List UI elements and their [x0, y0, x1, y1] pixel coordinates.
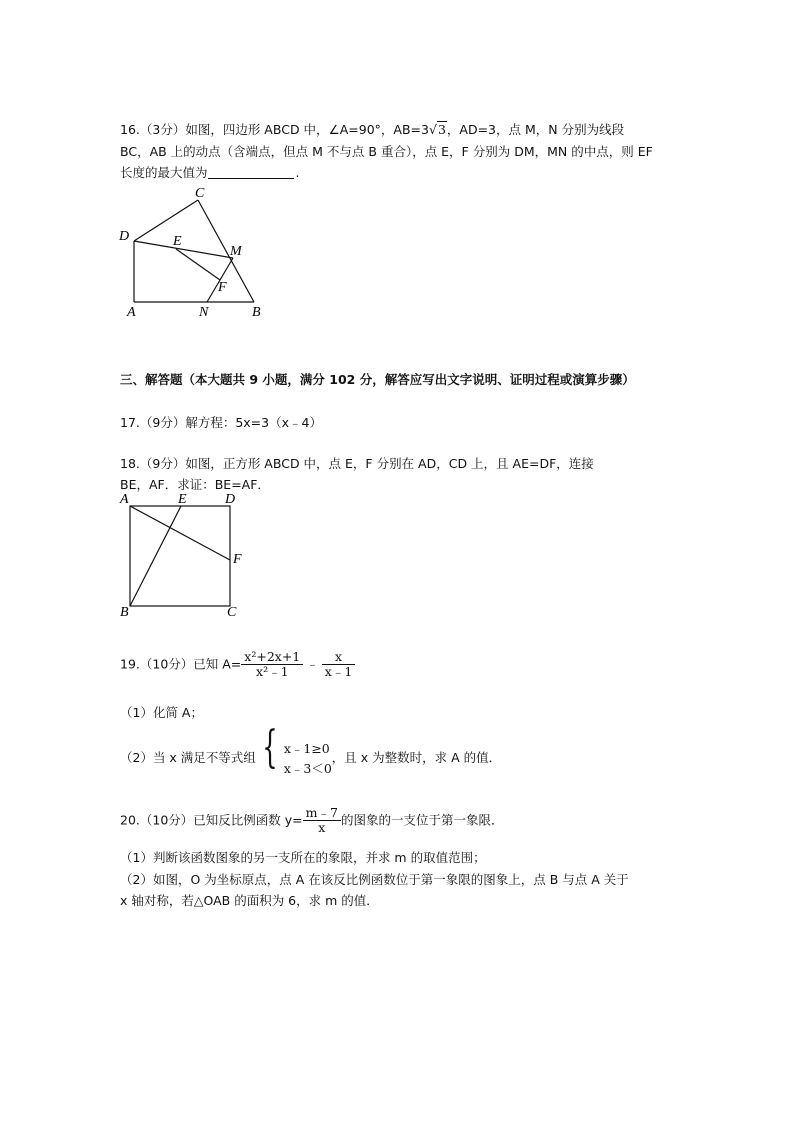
label-b: B — [252, 305, 261, 320]
segment-dm — [134, 241, 233, 258]
label-d: D — [225, 492, 236, 507]
label-c: C — [195, 186, 205, 201]
label-f: F — [218, 280, 227, 295]
q19-minus: ﹣ — [306, 656, 319, 672]
q18-line1: 18.（9分）如图，正方形 ABCD 中，点 E，F 分别在 AD，CD 上，且 AE=DF，连接 — [120, 456, 594, 471]
q19-line1 — [120, 650, 355, 680]
q19-part2-after: ，且 x 为整数时，求 A 的值． — [331, 750, 502, 765]
q20-line1 — [120, 806, 503, 836]
label-c: C — [227, 605, 237, 620]
sqrt-symbol: √3 — [428, 122, 446, 137]
q16-radicand: 3 — [437, 122, 446, 137]
q19-part2-before: （2）当 x 满足不等式组 — [120, 750, 256, 765]
q20-part1: （1）判断该函数图象的另一支所在的象限，并求 m 的取值范围； — [120, 850, 486, 865]
q20-suffix: 的图象的一支位于第一象限． — [340, 812, 504, 828]
q16-line1 — [120, 120, 624, 138]
label-a: A — [127, 305, 136, 320]
q19-frac1-den: x²﹣1 — [256, 664, 289, 680]
segment-cd — [134, 200, 198, 241]
q20-part2-line1: （2）如图，O 为坐标原点，点 A 在该反比例函数位于第一象限的图象上，点 B 与点 A 关于 — [120, 872, 629, 887]
q20-fraction — [303, 806, 341, 836]
q16-line2: BC，AB 上的动点（含端点，但点 M 不与点 B 重合），点 E，F 分别为 DM，MN 的中点，则 EF — [120, 144, 653, 159]
inequality-system — [284, 739, 332, 778]
system-brace: { — [262, 722, 278, 773]
q19-frac2-den: x﹣1 — [324, 664, 353, 680]
q19-part2 — [120, 722, 502, 778]
section3-heading: 三、解答题（本大题共 9 小题，满分 102 分，解答应写出文字说明、证明过程或演算步骤） — [120, 372, 635, 387]
inequality-2: x﹣3＜0 — [283, 760, 332, 776]
q19-part1: （1）化简 A； — [120, 705, 203, 720]
label-b: B — [120, 605, 129, 620]
q16-line3-before: 长度的最大值为 — [120, 165, 208, 180]
q20-part2-line2: x 轴对称，若△OAB 的面积为 6，求 m 的值． — [120, 893, 379, 908]
segment-be — [130, 506, 181, 606]
q16-line3 — [120, 163, 300, 181]
q19-fraction-1 — [241, 650, 303, 680]
q16-rest: ，AD=3，点 M，N 分别为线段 — [446, 122, 625, 137]
q19-prefix: 19.（10分）已知 A= — [120, 656, 242, 672]
q20-prefix: 20.（10分）已知反比例函数 y= — [120, 812, 303, 828]
label-e: E — [173, 234, 182, 249]
label-f: F — [233, 552, 242, 567]
q18-figure — [115, 490, 250, 620]
label-a: A — [120, 492, 129, 507]
q20-frac-den: x — [318, 820, 326, 836]
inequality-1: x﹣1≥0 — [283, 741, 330, 757]
answer-blank[interactable] — [208, 166, 294, 179]
q16-prefix: 16.（3分）如图，四边形 ABCD 中，∠A=90°，AB=3 — [120, 122, 429, 137]
q16-line3-after: . — [295, 165, 300, 180]
square-abcd — [130, 506, 230, 606]
q19-frac2-num: x — [322, 650, 356, 665]
q16-figure — [115, 185, 275, 320]
q17-text: 17.（9分）解方程：5x=3（x﹣4） — [120, 415, 322, 430]
segment-ef — [176, 249, 220, 280]
q20-frac-num: m﹣7 — [303, 806, 341, 821]
segment-af — [130, 506, 230, 560]
label-d: D — [119, 229, 130, 244]
q19-fraction-2 — [322, 650, 356, 680]
label-e: E — [178, 492, 187, 507]
q19-frac1-num: x²+2x+1 — [241, 650, 303, 665]
label-n: N — [199, 305, 209, 320]
label-m: M — [230, 244, 242, 259]
q18-line2: BE，AF．求证：BE=AF． — [120, 477, 270, 492]
